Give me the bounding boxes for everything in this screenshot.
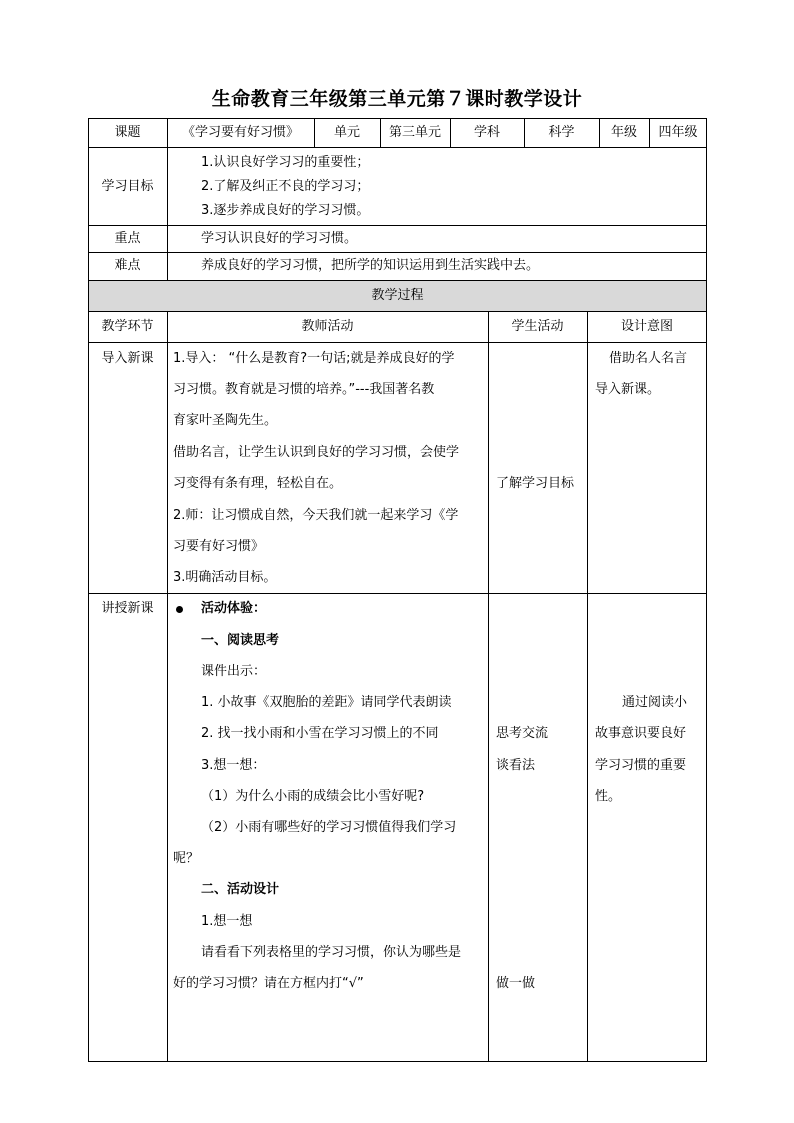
lesson-teacher-line: （2）小雨有哪些好的学习习惯值得我们学习 xyxy=(201,820,457,835)
lesson-teacher-line: 3.想一想： xyxy=(201,758,266,773)
intro-teacher-line: 习变得有条有理，轻松自在。 xyxy=(173,476,343,491)
intro-design-line: 导入新课。 xyxy=(595,382,661,397)
section-heading: 二、活动设计 xyxy=(201,882,280,897)
unit-value: 第三单元 xyxy=(388,125,441,140)
goal-item: 3.逐步养成良好的学习习惯。 xyxy=(201,203,370,218)
lesson-design-line: 性。 xyxy=(595,789,622,804)
intro-design-line: 借助名人名言 xyxy=(609,351,688,366)
intro-teacher-line: 育家叶圣陶先生。 xyxy=(173,413,278,428)
unit-label: 单元 xyxy=(333,125,360,140)
column-header: 教学环节 xyxy=(101,319,154,334)
lesson-student-line: 做一做 xyxy=(496,976,536,991)
column-header: 教师活动 xyxy=(301,319,354,334)
subject-label: 学科 xyxy=(473,125,500,140)
intro-teacher-line: 2.师：让习惯成自然，今天我们就一起来学习《学 xyxy=(173,508,459,523)
lesson-design-line: 学习习惯的重要 xyxy=(595,758,687,773)
key-point-value: 学习认识良好的学习习惯。 xyxy=(201,231,358,246)
page-title: 生命教育三年级第三单元第７课时教学设计 xyxy=(211,88,583,110)
lesson-teacher-line: 1. 小故事《双胞胎的差距》请同学代表朗读 xyxy=(201,695,452,710)
intro-teacher-line: 3.明确活动目标。 xyxy=(173,570,277,585)
lesson-student-line: 思考交流 xyxy=(496,726,549,741)
intro-stage: 导入新课 xyxy=(101,351,154,366)
difficulty-label: 难点 xyxy=(114,258,141,273)
activity-heading: 活动体验： xyxy=(201,601,267,616)
grade-value: 四年级 xyxy=(658,125,698,140)
section-heading: 一、阅读思考 xyxy=(201,633,280,648)
lesson-teacher-line: （1）为什么小雨的成绩会比小雪好呢? xyxy=(201,789,425,804)
lesson-stage: 讲授新课 xyxy=(101,601,154,616)
goals-label: 学习目标 xyxy=(101,179,154,194)
subject-value: 科学 xyxy=(548,125,575,140)
lesson-teacher-line: 2. 找一找小雨和小雪在学习习惯上的不同 xyxy=(201,726,439,741)
column-header: 学生活动 xyxy=(511,319,564,334)
difficulty-value: 养成良好的学习习惯，把所学的知识运用到生活实践中去。 xyxy=(201,258,540,273)
lesson-teacher-line: 好的学习习惯？请在方框内打“√” xyxy=(173,976,364,991)
lesson-design-line: 通过阅读小 xyxy=(622,695,688,710)
lesson-teacher-line: 呢？ xyxy=(173,851,200,866)
lesson-teacher-line: 请看看下列表格里的学习习惯，你认为哪些是 xyxy=(201,945,462,960)
process-header: 教学过程 xyxy=(371,288,424,303)
intro-teacher-line: 借助名言，让学生认识到良好的学习习惯，会使学 xyxy=(173,445,460,460)
goal-item: 2.了解及纠正不良的学习习； xyxy=(201,179,370,194)
intro-student: 了解学习目标 xyxy=(496,476,575,491)
lesson-student-line: 谈看法 xyxy=(496,758,536,773)
course-label: 课题 xyxy=(114,125,141,140)
intro-teacher-line: 习要有好习惯》 xyxy=(173,539,265,554)
goal-item: 1.认识良好学习习的重要性； xyxy=(201,155,370,170)
key-point-label: 重点 xyxy=(114,231,141,246)
intro-teacher-line: 习习惯。教育就是习惯的培养。”---我国著名教 xyxy=(173,382,435,397)
course-value: 《学习要有好习惯》 xyxy=(181,125,299,140)
intro-teacher-line: 1.导入： “什么是教育?一句话;就是养成良好的学 xyxy=(173,351,455,366)
column-header: 设计意图 xyxy=(620,319,673,334)
lesson-teacher-line: 课件出示： xyxy=(201,664,267,679)
grade-label: 年级 xyxy=(610,125,637,140)
bullet-icon xyxy=(176,606,183,613)
lesson-teacher-line: 1.想一想 xyxy=(201,914,253,929)
lesson-design-line: 故事意识要良好 xyxy=(595,726,687,741)
